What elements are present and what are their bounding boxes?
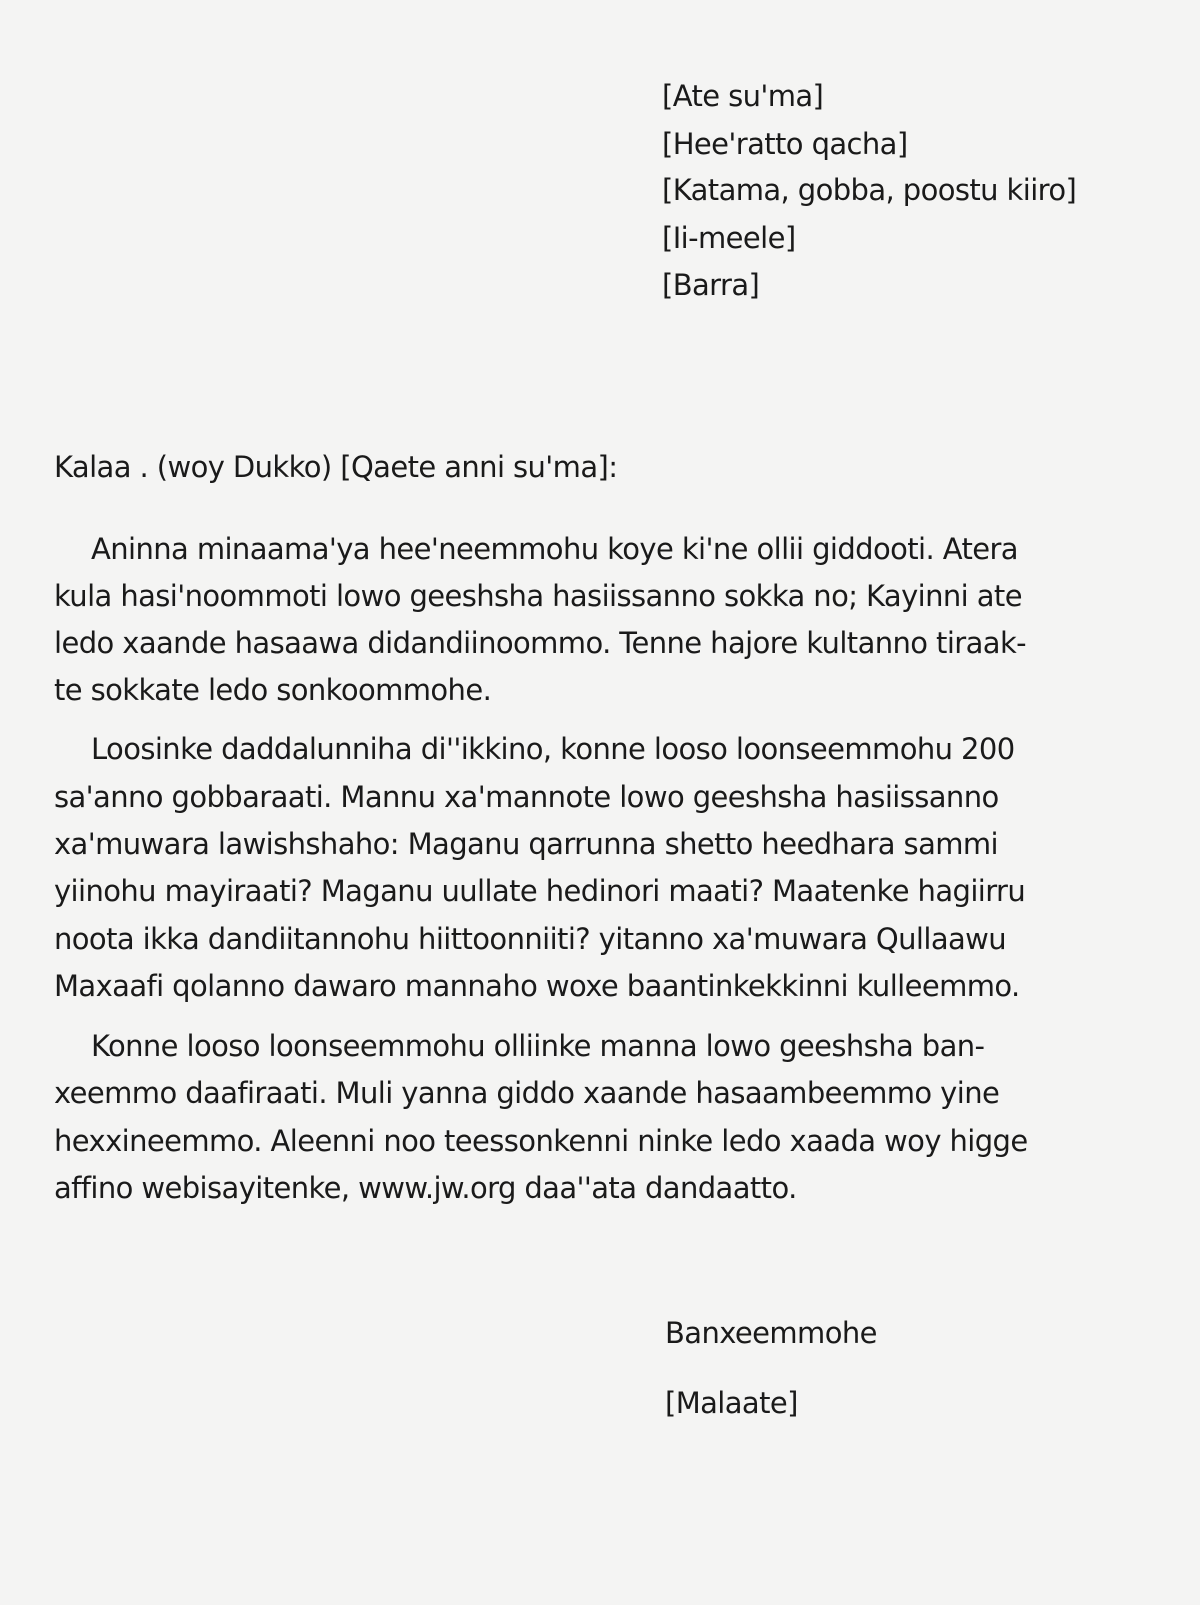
text-line: kula hasi'noommoti lowo geeshsha hasiissanno sokka no; Kayinni ate (54, 579, 1022, 613)
salutation: Kalaa . (woy Dukko) [Qaete anni su'ma]: (54, 450, 618, 484)
text-line: noota ikka dandiitannohu hiittoonniiti? yitanno xa'muwara Qullaawu (54, 922, 1007, 956)
text-line: hexxineemmo. Aleenni noo teessonkenni ninke ledo xaada woy higge (54, 1124, 1028, 1158)
address-line: [Ate su'ma] (662, 79, 824, 113)
address-line: [Hee'ratto qacha] (662, 127, 908, 161)
text-line: affino webisayitenke, www.jw.org daa''ata dandaatto. (54, 1171, 797, 1205)
text-line: te sokkate ledo sonkoommohe. (54, 673, 492, 707)
text-line: ledo xaande hasaawa didandiinoommo. Tenne hajore kultanno tiraak- (54, 626, 1027, 660)
text-line: xa'muwara lawishshaho: Maganu qarrunna shetto heedhara sammi (54, 827, 998, 861)
text-line: Konne looso loonseemmohu olliinke manna lowo geeshsha ban- (91, 1029, 985, 1063)
text-line: yiinohu mayiraati? Maganu uullate hedinori maati? Maatenke hagiirru (54, 874, 1026, 908)
text-line: sa'anno gobbaraati. Mannu xa'mannote lowo geeshsha hasiissanno (54, 780, 999, 814)
address-line: [Katama, gobba, poostu kiiro] (662, 173, 1077, 207)
text-line: Aninna minaama'ya hee'neemmohu koye ki'ne ollii giddooti. Atera (91, 532, 1018, 566)
address-line: [Ii-meele] (662, 221, 796, 255)
text-line: Loosinke daddalunniha di''ikkino, konne looso loonseemmohu 200 (91, 732, 1015, 766)
text-line: Maxaafi qolanno dawaro mannaho woxe baantinkekkinni kulleemmo. (54, 969, 1020, 1003)
text-line: xeemmo daafiraati. Muli yanna giddo xaande hasaambeemmo yine (54, 1076, 1000, 1110)
signature: [Malaate] (665, 1386, 798, 1420)
address-line: [Barra] (662, 268, 760, 302)
closing: Banxeemmohe (665, 1316, 877, 1350)
